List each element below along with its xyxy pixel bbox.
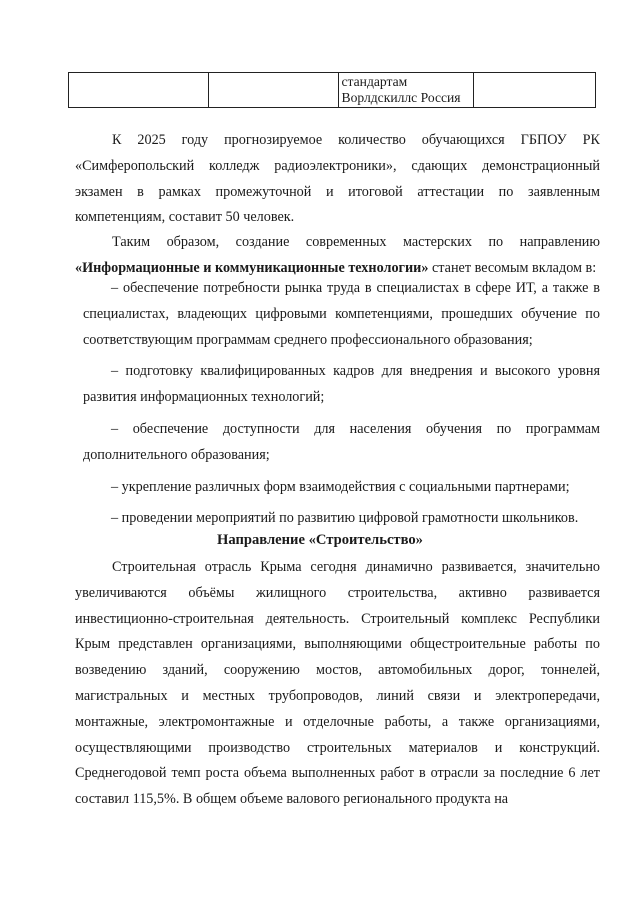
paragraph-conclusion-tail: станет весомым вкладом в: (428, 259, 597, 276)
paragraph-construction: Строительная отрасль Крыма сегодня динамично развивается, значительно увеличиваются объёмы жилищного строительства, активно развивается инвестиционно-строительная деятельность. Строительный комплекс Республики Крым представлен организациями, выполняющими общестроительные работы по возведению зданий, сооружению мостов, автомобильных дорог, тоннелей, магистральных и местных трубопроводов, линий связи и электропередачи, монтажные, электромонтажные и отделочные работы, а также организациями, осуществляющими производство строительных материалов и конструкций. Среднегодовой темп роста объема выполненных работ в отрасли за последние 6 лет составил 115,5%. В общем объеме валового регионального продукта на (75, 559, 600, 808)
list-item: – укрепление различных форм взаимодействия с социальными партнерами; (111, 478, 570, 495)
paragraph-forecast: К 2025 году прогнозируемое количество обучающихся ГБПОУ РК «Симферопольский колледж радиоэлектроники», сдающих демонстрационный экзамен в рамках промежуточной и итоговой аттестации по заявленным компетенциям, составит 50 человек. (75, 132, 600, 226)
table-cell (69, 73, 209, 108)
bullet-list (83, 276, 600, 538)
paragraph-conclusion (75, 230, 600, 282)
table-cell (209, 73, 338, 108)
list-item: – обеспечение доступности для населения обучения по программам дополнительного образования; (83, 420, 600, 463)
section-heading: Направление «Строительство» (217, 532, 423, 548)
paragraph-conclusion-lead: Таким образом, создание современных мастерских по направлению (112, 234, 600, 250)
list-item: – обеспечение потребности рынка труда в специалистах в сфере ИТ, а также в специалистах, владеющих цифровыми компетенциями, прошедших обучение по соответствующим программам среднего профессионального образования; (83, 280, 600, 348)
table-row (69, 73, 596, 108)
paragraph-conclusion-bold: «Информационные и коммуникационные технологии» (75, 259, 429, 276)
table-fragment (68, 72, 596, 108)
table-cell: стандартам Ворлдскиллс Россия (338, 73, 473, 108)
list-item: – проведении мероприятий по развитию цифровой грамотности школьников. (111, 510, 579, 527)
table-cell (473, 73, 595, 108)
list-item: – подготовку квалифицированных кадров для внедрения и высокого уровня развития информационных технологий; (83, 363, 600, 406)
